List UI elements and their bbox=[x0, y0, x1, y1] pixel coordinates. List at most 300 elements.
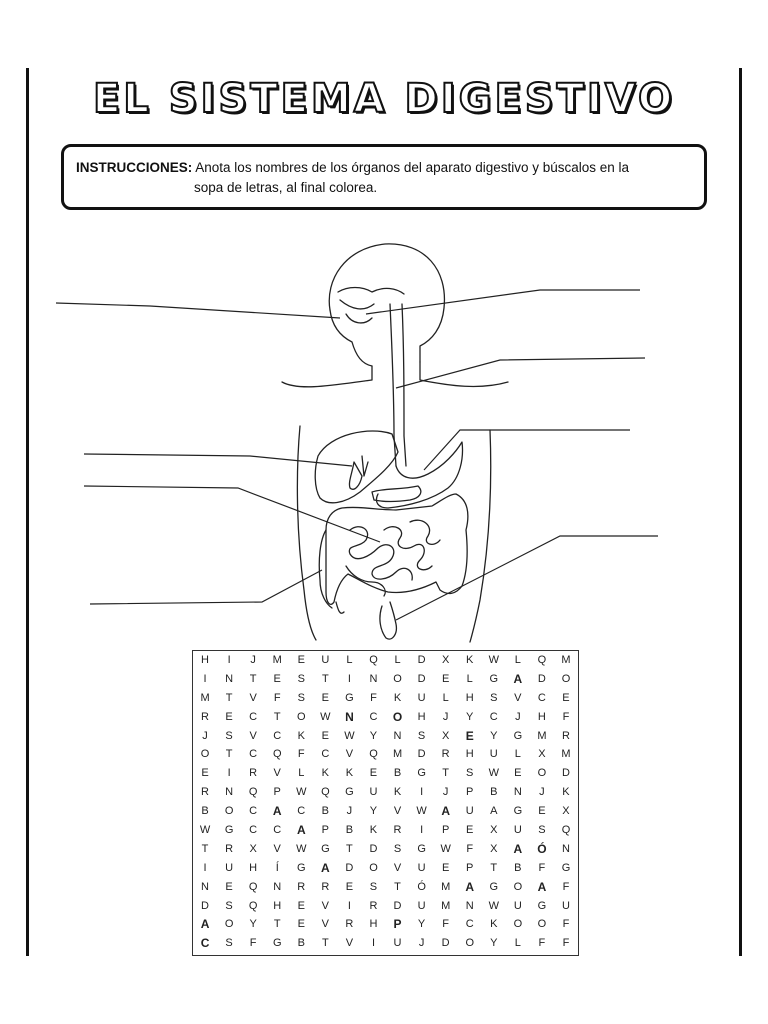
word-search-cell: U bbox=[417, 691, 426, 704]
word-search-row bbox=[193, 689, 578, 708]
word-search-cell: Ó bbox=[537, 841, 547, 856]
word-search-row bbox=[193, 783, 578, 802]
word-search-cell: T bbox=[394, 880, 401, 893]
word-search-cell: V bbox=[345, 748, 354, 761]
instructions-box bbox=[61, 144, 707, 210]
word-search-cell: M bbox=[441, 899, 451, 912]
word-search-cell: N bbox=[369, 672, 378, 685]
word-search-cell: R bbox=[369, 899, 378, 912]
word-search-cell: S bbox=[417, 729, 426, 742]
word-search-cell: O bbox=[200, 748, 210, 761]
word-search-cell: H bbox=[537, 710, 546, 723]
word-search-cell: G bbox=[321, 842, 330, 855]
word-search-cell: N bbox=[465, 899, 474, 912]
instructions-label: INSTRUCCIONES: bbox=[76, 160, 193, 175]
head-outline bbox=[329, 244, 444, 362]
word-search-cell: M bbox=[200, 691, 210, 704]
word-search-cell: Y bbox=[490, 729, 498, 742]
word-search-cell: E bbox=[465, 728, 474, 743]
word-search-cell: T bbox=[273, 918, 281, 931]
word-search-cell: G bbox=[513, 729, 523, 742]
word-search-cell: D bbox=[537, 672, 546, 685]
word-search-cell: P bbox=[466, 861, 474, 874]
face-outline bbox=[330, 310, 372, 366]
word-search-cell: K bbox=[562, 786, 570, 799]
word-search-row bbox=[193, 897, 578, 916]
word-search-cell: H bbox=[465, 748, 474, 761]
word-search-cell: G bbox=[489, 672, 499, 685]
word-search-cell: Q bbox=[369, 654, 378, 666]
word-search-cell: S bbox=[225, 899, 233, 912]
word-search-cell: T bbox=[321, 672, 329, 685]
word-search-cell: W bbox=[416, 805, 427, 818]
word-search-cell: F bbox=[562, 880, 570, 893]
word-search-cell: I bbox=[227, 654, 231, 666]
word-search-cell: F bbox=[538, 861, 546, 874]
word-search-cell: E bbox=[514, 767, 522, 780]
digestive-system-diagram bbox=[0, 230, 768, 650]
word-search-cell: U bbox=[489, 748, 498, 761]
word-search-cell: O bbox=[224, 805, 234, 818]
word-search-cell: O bbox=[561, 672, 571, 685]
word-search-cell: L bbox=[514, 937, 521, 950]
word-search-cell: R bbox=[321, 880, 330, 893]
word-search-cell: N bbox=[345, 709, 354, 724]
word-search-cell: I bbox=[371, 937, 375, 950]
neck bbox=[282, 366, 372, 387]
word-search-cell: A bbox=[200, 917, 210, 932]
word-search-cell: R bbox=[441, 748, 450, 761]
word-search-cell: S bbox=[297, 691, 305, 704]
word-search-cell: C bbox=[369, 710, 378, 723]
word-search-cell: S bbox=[466, 767, 474, 780]
word-search-cell: Y bbox=[249, 918, 257, 931]
word-search-cell: O bbox=[513, 880, 523, 893]
word-search-cell: K bbox=[466, 654, 474, 666]
word-search-cell: T bbox=[321, 937, 329, 950]
word-search-cell: T bbox=[442, 767, 450, 780]
word-search-cell: Y bbox=[369, 729, 378, 742]
word-search-cell: F bbox=[466, 842, 474, 855]
word-search-cell: W bbox=[320, 710, 331, 723]
word-search-row bbox=[193, 651, 578, 670]
rectum bbox=[380, 602, 396, 639]
word-search-cell: G bbox=[513, 805, 523, 818]
word-search-cell: C bbox=[297, 805, 306, 818]
word-search-cell: F bbox=[562, 937, 570, 950]
word-search-cell: K bbox=[393, 786, 402, 799]
word-search-cell: M bbox=[392, 748, 403, 761]
word-search-cell: B bbox=[297, 937, 305, 950]
word-search-cell: B bbox=[345, 824, 354, 837]
label-line-rectum bbox=[396, 536, 658, 620]
word-search-cell: Q bbox=[321, 786, 330, 799]
word-search-cell: R bbox=[201, 786, 209, 799]
word-search-cell: C bbox=[249, 805, 258, 818]
word-search-cell: O bbox=[369, 861, 378, 874]
word-search-cell: T bbox=[490, 861, 498, 874]
word-search-cell: P bbox=[321, 824, 330, 837]
word-search-cell: W bbox=[296, 842, 307, 855]
word-search-cell: W bbox=[488, 899, 499, 912]
word-search-cell: T bbox=[225, 748, 233, 761]
word-search-cell: F bbox=[562, 710, 570, 723]
word-search-cell: D bbox=[393, 899, 402, 912]
word-search-cell: W bbox=[488, 767, 499, 780]
word-search-cell: O bbox=[465, 937, 474, 950]
word-search-cell: U bbox=[225, 861, 234, 874]
word-search-cell: A bbox=[513, 841, 523, 856]
pancreas bbox=[372, 486, 421, 502]
word-search-cell: N bbox=[201, 880, 209, 893]
word-search-cell: D bbox=[345, 861, 354, 874]
word-search-row bbox=[193, 764, 578, 783]
word-search-row bbox=[193, 670, 578, 689]
word-search-cell: J bbox=[442, 710, 449, 723]
word-search-cell: L bbox=[514, 748, 521, 761]
word-search-cell: O bbox=[297, 710, 306, 723]
word-search-cell: U bbox=[417, 899, 426, 912]
torso-right bbox=[470, 430, 491, 642]
word-search-cell: D bbox=[201, 899, 209, 912]
word-search-cell: B bbox=[490, 786, 498, 799]
word-search-cell: E bbox=[297, 918, 305, 931]
word-search-cell: J bbox=[346, 805, 353, 818]
word-search-cell: N bbox=[561, 842, 570, 855]
word-search-cell: V bbox=[249, 691, 257, 704]
word-search-cell: U bbox=[513, 824, 522, 837]
word-search-cell: U bbox=[321, 654, 330, 666]
word-search-cell: N bbox=[513, 786, 522, 799]
word-search-cell: V bbox=[345, 937, 354, 950]
word-search-cell: G bbox=[297, 861, 306, 874]
word-search-cell: C bbox=[273, 729, 282, 742]
small-intestine bbox=[346, 520, 440, 596]
word-search-cell: A bbox=[490, 805, 498, 818]
word-search-cell: D bbox=[417, 654, 426, 666]
word-search-cell: W bbox=[296, 786, 307, 799]
word-search-cell: U bbox=[465, 805, 474, 818]
word-search-cell: V bbox=[249, 729, 257, 742]
word-search-cell: T bbox=[273, 710, 281, 723]
word-search-row bbox=[193, 727, 578, 746]
word-search-cell: C bbox=[249, 824, 258, 837]
word-search-cell: Q bbox=[248, 899, 258, 912]
word-search-cell: R bbox=[225, 842, 234, 855]
word-search-cell: U bbox=[561, 899, 570, 912]
word-search-cell: G bbox=[417, 767, 426, 780]
word-search-cell: B bbox=[201, 805, 209, 818]
word-search-cell: G bbox=[224, 824, 234, 837]
word-search-cell: G bbox=[345, 786, 354, 799]
word-search-cell: Y bbox=[369, 805, 378, 818]
word-search-cell: V bbox=[273, 767, 281, 780]
word-search-cell: F bbox=[249, 937, 257, 950]
word-search-cell: P bbox=[273, 786, 281, 799]
word-search-cell: I bbox=[347, 672, 351, 685]
word-search-cell: Q bbox=[369, 748, 378, 761]
word-search-cell: C bbox=[537, 691, 546, 704]
word-search-cell: I bbox=[420, 824, 424, 837]
word-search-cell: L bbox=[346, 654, 353, 666]
word-search-row bbox=[193, 915, 578, 934]
word-search-cell: F bbox=[538, 937, 546, 950]
word-search-cell: P bbox=[441, 824, 450, 837]
word-search-cell: G bbox=[561, 861, 571, 874]
word-search-cell: X bbox=[562, 805, 570, 818]
word-search-cell: A bbox=[537, 879, 547, 894]
appendix bbox=[336, 602, 344, 613]
word-search-cell: A bbox=[296, 823, 306, 838]
word-search-cell: S bbox=[369, 880, 378, 893]
word-search-cell: T bbox=[249, 672, 257, 685]
word-search-cell: R bbox=[393, 824, 402, 837]
word-search-cell: O bbox=[224, 918, 234, 931]
word-search-cell: R bbox=[201, 710, 209, 723]
word-search-cell: H bbox=[417, 710, 426, 723]
word-search-cell: C bbox=[465, 918, 474, 931]
word-search-cell: R bbox=[249, 767, 258, 780]
esophagus bbox=[390, 304, 406, 466]
word-search-cell: J bbox=[539, 786, 545, 799]
word-search-cell: X bbox=[490, 824, 498, 837]
word-search-cell: S bbox=[538, 824, 546, 837]
word-search-cell: G bbox=[537, 899, 547, 912]
word-search-cell: K bbox=[369, 824, 378, 837]
word-search-cell: V bbox=[393, 805, 402, 818]
word-search-cell: X bbox=[249, 842, 257, 855]
word-search-cell: H bbox=[273, 899, 282, 912]
word-search-cell: E bbox=[562, 691, 570, 704]
word-search-cell: M bbox=[537, 729, 547, 742]
word-search-cell: V bbox=[321, 899, 330, 912]
word-search-cell: R bbox=[345, 918, 354, 931]
word-search-cell: J bbox=[515, 710, 521, 723]
word-search-cell: F bbox=[442, 918, 450, 931]
word-search-cell: I bbox=[347, 899, 351, 912]
word-search-row bbox=[193, 840, 578, 859]
word-search-cell: I bbox=[203, 672, 207, 685]
word-search-cell: C bbox=[249, 710, 258, 723]
word-search-cell: A bbox=[513, 671, 523, 686]
word-search-cell: U bbox=[513, 899, 522, 912]
word-search-cell: L bbox=[298, 767, 305, 780]
word-search-cell: N bbox=[273, 880, 282, 893]
word-search-cell: E bbox=[297, 654, 305, 666]
word-search-cell: J bbox=[250, 654, 256, 666]
word-search-row bbox=[193, 859, 578, 878]
label-line-tongue-right bbox=[366, 290, 640, 314]
word-search-cell: Q bbox=[272, 748, 282, 761]
word-search-row bbox=[193, 745, 578, 764]
instructions-text-line2: sopa de letras, al final colorea. bbox=[194, 180, 378, 195]
word-search-cell: G bbox=[417, 842, 426, 855]
word-search-cell: G bbox=[345, 691, 354, 704]
word-search-cell: C bbox=[200, 936, 210, 951]
word-search-cell: V bbox=[321, 918, 330, 931]
word-search-cell: G bbox=[489, 880, 499, 893]
word-search-cell: P bbox=[393, 917, 402, 932]
label-line-stomach bbox=[424, 430, 630, 470]
word-search-cell: K bbox=[345, 767, 354, 780]
word-search-cell: E bbox=[441, 672, 450, 685]
word-search-cell: V bbox=[273, 842, 281, 855]
word-search-cell: F bbox=[273, 691, 281, 704]
word-search-cell: Q bbox=[561, 824, 571, 837]
word-search-row bbox=[193, 821, 578, 840]
word-search-cell: B bbox=[321, 805, 330, 818]
word-search-cell: E bbox=[225, 710, 233, 723]
word-search-cell: I bbox=[420, 786, 424, 799]
word-search-cell: Q bbox=[248, 786, 258, 799]
word-search-cell: E bbox=[441, 861, 450, 874]
word-search-cell: E bbox=[345, 880, 354, 893]
word-search-cell: O bbox=[392, 709, 403, 724]
word-search-cell: M bbox=[561, 748, 571, 761]
word-search-cell: M bbox=[561, 654, 571, 666]
word-search-cell: A bbox=[441, 804, 450, 819]
word-search-cell: S bbox=[297, 672, 305, 685]
word-search-cell: N bbox=[393, 729, 402, 742]
word-search-cell: E bbox=[369, 767, 378, 780]
word-search-cell: J bbox=[418, 937, 425, 950]
word-search-cell: O bbox=[513, 918, 523, 931]
word-search-cell: X bbox=[490, 842, 498, 855]
word-search-cell: E bbox=[297, 899, 305, 912]
word-search-cell: E bbox=[273, 672, 281, 685]
word-search-cell: K bbox=[297, 729, 305, 742]
page-title: EL SISTEMA DIGESTIVO bbox=[92, 76, 675, 122]
word-search-cell: C bbox=[321, 748, 330, 761]
word-search-cell: N bbox=[225, 672, 234, 685]
word-search-cell: Q bbox=[537, 654, 547, 666]
word-search-cell: V bbox=[514, 691, 522, 704]
word-search-cell: D bbox=[417, 672, 426, 685]
word-search-cell: A bbox=[465, 879, 475, 894]
word-search-cell: D bbox=[561, 767, 570, 780]
word-search-cell: X bbox=[441, 729, 450, 742]
word-search-cell: Y bbox=[417, 918, 426, 931]
word-search-cell: H bbox=[201, 654, 209, 666]
word-search-row bbox=[193, 708, 578, 727]
word-search-cell: W bbox=[440, 842, 451, 855]
word-search-cell: O bbox=[537, 918, 547, 931]
word-search-cell: L bbox=[514, 654, 521, 666]
word-search-cell: Í bbox=[275, 861, 279, 874]
word-search-cell: T bbox=[346, 842, 353, 855]
word-search-cell: M bbox=[272, 654, 282, 666]
word-search-cell: H bbox=[369, 918, 378, 931]
word-search-cell: W bbox=[199, 824, 211, 837]
word-search-cell: C bbox=[249, 748, 258, 761]
word-search-cell: W bbox=[488, 654, 499, 666]
word-search-row bbox=[193, 878, 578, 897]
word-search-cell: A bbox=[272, 804, 282, 819]
word-search-cell: O bbox=[393, 672, 402, 685]
word-search-cell: E bbox=[321, 691, 330, 704]
word-search-cell: B bbox=[514, 861, 522, 874]
word-search-cell: J bbox=[202, 729, 208, 742]
word-search-cell: T bbox=[201, 842, 209, 855]
word-search-cell: O bbox=[537, 767, 547, 780]
tongue bbox=[346, 314, 372, 323]
word-search-cell: F bbox=[297, 748, 305, 761]
word-search-cell: L bbox=[466, 672, 473, 685]
word-search-cell: N bbox=[225, 786, 234, 799]
word-search-cell: Ó bbox=[417, 880, 426, 893]
instructions-text-line1: Anota los nombres de los órganos del aparato digestivo y búscalos en la bbox=[195, 160, 630, 175]
word-search-cell: V bbox=[393, 861, 402, 874]
label-line-large-intestine bbox=[90, 570, 322, 604]
word-search-cell: K bbox=[490, 918, 498, 931]
word-search-cell: S bbox=[225, 937, 233, 950]
word-search-cell: F bbox=[562, 918, 570, 931]
word-search-cell: X bbox=[538, 748, 546, 761]
word-search-cell: G bbox=[272, 937, 282, 950]
word-search-cell: J bbox=[442, 786, 449, 799]
word-search-cell: D bbox=[417, 748, 426, 761]
word-search-cell: X bbox=[441, 654, 450, 666]
word-search-row bbox=[193, 802, 578, 821]
word-search-cell: E bbox=[225, 880, 233, 893]
label-line-mouth bbox=[56, 303, 340, 318]
word-search-cell: K bbox=[321, 767, 330, 780]
word-search-row bbox=[193, 934, 578, 953]
word-search-cell: D bbox=[441, 937, 450, 950]
word-search-cell: L bbox=[442, 691, 449, 704]
word-search-cell: K bbox=[393, 691, 402, 704]
word-search-cell: U bbox=[417, 861, 426, 874]
word-search-cell: P bbox=[466, 786, 474, 799]
word-search-cell: T bbox=[225, 691, 233, 704]
word-search-cell: W bbox=[344, 729, 355, 742]
word-search-cell: U bbox=[393, 937, 402, 950]
word-search-cell: L bbox=[394, 654, 401, 666]
word-search-cell: C bbox=[489, 710, 498, 723]
word-search-cell: Y bbox=[490, 937, 498, 950]
word-search-cell: S bbox=[393, 842, 402, 855]
word-search-cell: U bbox=[369, 786, 378, 799]
word-search-cell: H bbox=[249, 861, 258, 874]
word-search-cell: E bbox=[466, 824, 474, 837]
word-search-cell: E bbox=[321, 729, 330, 742]
word-search-cell: E bbox=[538, 805, 546, 818]
label-line-esophagus bbox=[396, 358, 645, 388]
large-intestine bbox=[326, 494, 468, 604]
word-search-cell: Q bbox=[248, 880, 258, 893]
word-search-cell: S bbox=[490, 691, 498, 704]
word-search-cell: C bbox=[273, 824, 282, 837]
torso-left bbox=[297, 426, 316, 640]
word-search-cell: A bbox=[321, 860, 330, 875]
word-search-grid bbox=[192, 650, 579, 956]
word-search-cell: Y bbox=[466, 710, 474, 723]
word-search-cell: E bbox=[201, 767, 209, 780]
word-search-cell: M bbox=[441, 880, 451, 893]
label-line-liver bbox=[84, 454, 352, 466]
stomach bbox=[376, 442, 462, 508]
word-search-cell: I bbox=[227, 767, 231, 780]
label-line-pancreas bbox=[84, 486, 380, 542]
word-search-cell: B bbox=[393, 767, 402, 780]
word-search-cell: I bbox=[203, 861, 207, 874]
word-search-cell: H bbox=[465, 691, 474, 704]
word-search-cell: R bbox=[297, 880, 306, 893]
word-search-cell: R bbox=[561, 729, 570, 742]
word-search-cell: F bbox=[370, 691, 377, 704]
word-search-cell: S bbox=[225, 729, 233, 742]
word-search-cell: D bbox=[369, 842, 378, 855]
